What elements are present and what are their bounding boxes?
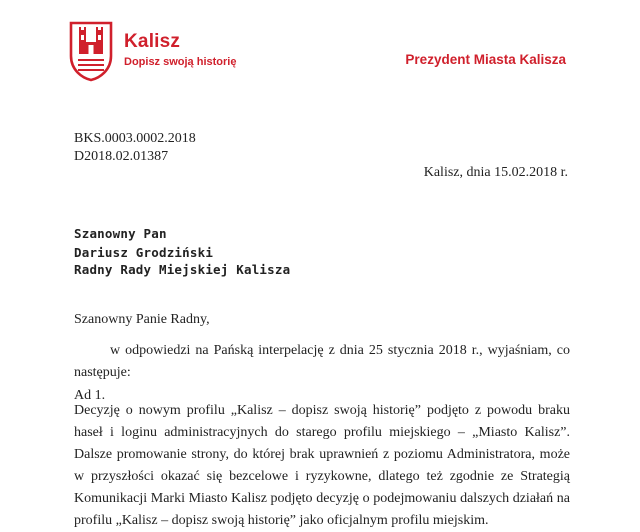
body-paragraph: Decyzję o nowym profilu „Kalisz – dopisz swoją historię” podjęto z powodu braku haseł i loginu administracyjnych do starego profilu miejskiego – „Miasto Kalisz”. Dalsze promowanie strony, do której brak uprawnień z poziomu Administratora, może w przyszłości okazać się bezcelowe i ryzykowne, dlatego też zgodnie ze Strategią Komunikacji Marki Miasto Kalisz podjęto decyzję o podejmowaniu dalszych działań na profilu „Kalisz – dopisz swoją historię” jako oficjalnym profilu miejskim. xyxy=(74,403,570,528)
recipient-title: Radny Rady Miejskiej Kalisza xyxy=(74,262,291,277)
kalisz-coat-of-arms-logo xyxy=(68,20,114,82)
document-number: D2018.02.01387 xyxy=(74,149,169,164)
recipient-salutation: Szanowny Pan xyxy=(74,226,167,241)
intro-paragraph: w odpowiedzi na Pańską interpelację z dnia 25 stycznia 2018 r., wyjaśniam, co następuje: xyxy=(74,343,570,380)
brand-name: Kalisz xyxy=(124,31,181,52)
brand-tagline: Dopisz swoją historię xyxy=(124,56,237,68)
office-title: Prezydent Miasta Kalisza xyxy=(405,52,566,67)
place-and-date: Kalisz, dnia 15.02.2018 r. xyxy=(423,165,568,180)
section-heading: Ad 1. xyxy=(74,388,106,403)
reference-number: BKS.0003.0002.2018 xyxy=(74,131,196,146)
recipient-name: Dariusz Grodziński xyxy=(74,245,214,260)
greeting: Szanowny Panie Radny, xyxy=(74,312,210,327)
